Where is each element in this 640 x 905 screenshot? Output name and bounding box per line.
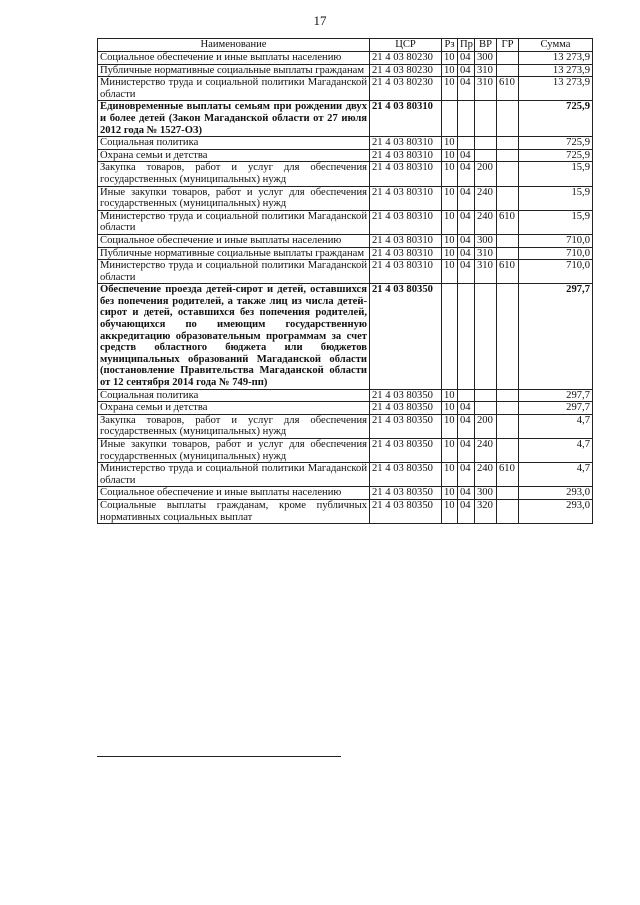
cell-sum: 725,9 xyxy=(519,101,593,137)
cell-gr xyxy=(497,137,519,150)
cell-vr xyxy=(475,389,497,402)
cell-name: Министерство труда и социальной политики Магаданской области xyxy=(98,463,370,487)
cell-pr xyxy=(458,137,475,150)
cell-rz: 10 xyxy=(442,247,458,260)
cell-vr: 200 xyxy=(475,414,497,438)
cell-pr: 04 xyxy=(458,487,475,500)
cell-sum: 4,7 xyxy=(519,463,593,487)
cell-csr: 21 4 03 80230 xyxy=(370,77,442,101)
cell-gr xyxy=(497,247,519,260)
cell-name: Публичные нормативные социальные выплаты гражданам xyxy=(98,247,370,260)
cell-vr: 310 xyxy=(475,64,497,77)
header-pr: Пр xyxy=(458,39,475,52)
cell-csr: 21 4 03 80310 xyxy=(370,101,442,137)
cell-pr: 04 xyxy=(458,414,475,438)
cell-csr: 21 4 03 80350 xyxy=(370,439,442,463)
cell-rz: 10 xyxy=(442,487,458,500)
cell-csr: 21 4 03 80350 xyxy=(370,499,442,523)
cell-name: Социальное обеспечение и иные выплаты населению xyxy=(98,487,370,500)
cell-csr: 21 4 03 80230 xyxy=(370,64,442,77)
cell-gr xyxy=(497,186,519,210)
cell-gr xyxy=(497,52,519,65)
cell-sum: 293,0 xyxy=(519,499,593,523)
cell-rz: 10 xyxy=(442,186,458,210)
cell-name: Закупка товаров, работ и услуг для обеспечения государственных (муниципальных) нужд xyxy=(98,414,370,438)
cell-vr: 240 xyxy=(475,210,497,234)
cell-gr xyxy=(497,487,519,500)
table-row xyxy=(98,463,593,487)
cell-gr xyxy=(497,439,519,463)
table-row xyxy=(98,414,593,438)
cell-gr: 610 xyxy=(497,210,519,234)
cell-vr: 200 xyxy=(475,162,497,186)
cell-rz: 10 xyxy=(442,64,458,77)
cell-rz: 10 xyxy=(442,463,458,487)
cell-csr: 21 4 03 80310 xyxy=(370,186,442,210)
cell-gr xyxy=(497,162,519,186)
cell-vr xyxy=(475,402,497,415)
header-vr: ВР xyxy=(475,39,497,52)
cell-pr: 04 xyxy=(458,149,475,162)
header-rz: Рз xyxy=(442,39,458,52)
cell-sum: 297,7 xyxy=(519,284,593,389)
cell-rz: 10 xyxy=(442,439,458,463)
cell-gr xyxy=(497,101,519,137)
cell-pr: 04 xyxy=(458,499,475,523)
cell-vr: 320 xyxy=(475,499,497,523)
cell-sum: 15,9 xyxy=(519,162,593,186)
cell-pr: 04 xyxy=(458,210,475,234)
table-row xyxy=(98,77,593,101)
header-row xyxy=(98,39,593,52)
cell-csr: 21 4 03 80310 xyxy=(370,137,442,150)
cell-gr xyxy=(497,234,519,247)
cell-rz: 10 xyxy=(442,234,458,247)
cell-gr xyxy=(497,64,519,77)
cell-sum: 297,7 xyxy=(519,402,593,415)
table-row xyxy=(98,402,593,415)
cell-pr xyxy=(458,284,475,389)
cell-sum: 725,9 xyxy=(519,137,593,150)
cell-rz: 10 xyxy=(442,210,458,234)
cell-name: Иные закупки товаров, работ и услуг для обеспечения государственных (муниципальных) нужд xyxy=(98,439,370,463)
cell-csr: 21 4 03 80350 xyxy=(370,402,442,415)
cell-csr: 21 4 03 80350 xyxy=(370,389,442,402)
cell-vr xyxy=(475,284,497,389)
cell-pr: 04 xyxy=(458,186,475,210)
cell-gr: 610 xyxy=(497,260,519,284)
cell-pr: 04 xyxy=(458,52,475,65)
cell-vr: 240 xyxy=(475,463,497,487)
budget-table xyxy=(97,38,593,524)
cell-pr: 04 xyxy=(458,162,475,186)
header-gr: ГР xyxy=(497,39,519,52)
table-row xyxy=(98,260,593,284)
cell-vr xyxy=(475,149,497,162)
header-sum: Сумма xyxy=(519,39,593,52)
cell-sum: 293,0 xyxy=(519,487,593,500)
cell-csr: 21 4 03 80350 xyxy=(370,284,442,389)
cell-pr: 04 xyxy=(458,402,475,415)
cell-rz xyxy=(442,101,458,137)
cell-pr xyxy=(458,389,475,402)
table-row xyxy=(98,439,593,463)
page-number: 17 xyxy=(313,13,327,28)
cell-csr: 21 4 03 80310 xyxy=(370,260,442,284)
cell-sum: 710,0 xyxy=(519,234,593,247)
cell-name: Министерство труда и социальной политики Магаданской области xyxy=(98,210,370,234)
cell-sum: 297,7 xyxy=(519,389,593,402)
cell-sum: 15,9 xyxy=(519,210,593,234)
cell-name: Министерство труда и социальной политики Магаданской области xyxy=(98,260,370,284)
cell-pr: 04 xyxy=(458,77,475,101)
cell-pr: 04 xyxy=(458,439,475,463)
table-row xyxy=(98,64,593,77)
cell-vr: 240 xyxy=(475,186,497,210)
cell-name: Публичные нормативные социальные выплаты гражданам xyxy=(98,64,370,77)
cell-name: Социальная политика xyxy=(98,137,370,150)
table-row xyxy=(98,149,593,162)
cell-vr: 300 xyxy=(475,52,497,65)
cell-rz xyxy=(442,284,458,389)
cell-csr: 21 4 03 80350 xyxy=(370,414,442,438)
cell-sum: 4,7 xyxy=(519,439,593,463)
cell-rz: 10 xyxy=(442,499,458,523)
cell-pr: 04 xyxy=(458,234,475,247)
cell-csr: 21 4 03 80310 xyxy=(370,162,442,186)
table-row xyxy=(98,234,593,247)
cell-csr: 21 4 03 80350 xyxy=(370,463,442,487)
cell-name: Иные закупки товаров, работ и услуг для обеспечения государственных (муниципальных) нужд xyxy=(98,186,370,210)
cell-sum: 710,0 xyxy=(519,260,593,284)
table-row xyxy=(98,162,593,186)
cell-name: Социальное обеспечение и иные выплаты населению xyxy=(98,234,370,247)
cell-gr xyxy=(497,389,519,402)
cell-gr: 610 xyxy=(497,77,519,101)
cell-gr xyxy=(497,499,519,523)
table-row xyxy=(98,389,593,402)
cell-sum: 13 273,9 xyxy=(519,52,593,65)
cell-vr xyxy=(475,101,497,137)
cell-rz: 10 xyxy=(442,77,458,101)
cell-gr xyxy=(497,402,519,415)
cell-csr: 21 4 03 80310 xyxy=(370,234,442,247)
cell-name: Охрана семьи и детства xyxy=(98,149,370,162)
cell-gr: 610 xyxy=(497,463,519,487)
cell-vr: 300 xyxy=(475,487,497,500)
cell-csr: 21 4 03 80310 xyxy=(370,210,442,234)
cell-vr: 300 xyxy=(475,234,497,247)
cell-pr: 04 xyxy=(458,463,475,487)
cell-csr: 21 4 03 80230 xyxy=(370,52,442,65)
cell-gr xyxy=(497,414,519,438)
table-row xyxy=(98,247,593,260)
table-row xyxy=(98,499,593,523)
cell-gr xyxy=(497,149,519,162)
table-row xyxy=(98,101,593,137)
cell-name: Единовременные выплаты семьям при рождении двух и более детей (Закон Магаданской области от 27 июля 2012 года № 1527-ОЗ) xyxy=(98,101,370,137)
table-row xyxy=(98,210,593,234)
cell-pr xyxy=(458,101,475,137)
cell-csr: 21 4 03 80350 xyxy=(370,487,442,500)
cell-pr: 04 xyxy=(458,247,475,260)
header-csr: ЦСР xyxy=(370,39,442,52)
cell-sum: 4,7 xyxy=(519,414,593,438)
cell-vr: 310 xyxy=(475,77,497,101)
cell-name: Социальные выплаты гражданам, кроме публичных нормативных социальных выплат xyxy=(98,499,370,523)
cell-sum: 725,9 xyxy=(519,149,593,162)
cell-rz: 10 xyxy=(442,389,458,402)
cell-sum: 710,0 xyxy=(519,247,593,260)
cell-name: Охрана семьи и детства xyxy=(98,402,370,415)
cell-vr: 310 xyxy=(475,260,497,284)
cell-name: Закупка товаров, работ и услуг для обеспечения государственных (муниципальных) нужд xyxy=(98,162,370,186)
table-row xyxy=(98,137,593,150)
cell-name: Социальная политика xyxy=(98,389,370,402)
table-row xyxy=(98,52,593,65)
table-row xyxy=(98,487,593,500)
cell-rz: 10 xyxy=(442,260,458,284)
cell-csr: 21 4 03 80310 xyxy=(370,149,442,162)
cell-name: Социальное обеспечение и иные выплаты населению xyxy=(98,52,370,65)
cell-rz: 10 xyxy=(442,137,458,150)
table-row xyxy=(98,186,593,210)
cell-name: Обеспечение проезда детей-сирот и детей, оставшихся без попечения родителей, а также лиц из числа детей-сирот и детей, оставшихся без попечения родителей, обучающихся по имеющим государственную аккредитацию образовательным программам за счет средств областного бюджета или бюджетов муниципальных образований Магаданской области (постановление Правительства Магаданской области от 12 сентября 2014 года № 749-пп) xyxy=(98,284,370,389)
cell-rz: 10 xyxy=(442,414,458,438)
cell-vr: 310 xyxy=(475,247,497,260)
cell-pr: 04 xyxy=(458,64,475,77)
cell-sum: 13 273,9 xyxy=(519,77,593,101)
cell-sum: 13 273,9 xyxy=(519,64,593,77)
cell-name: Министерство труда и социальной политики Магаданской области xyxy=(98,77,370,101)
cell-vr: 240 xyxy=(475,439,497,463)
cell-rz: 10 xyxy=(442,149,458,162)
cell-rz: 10 xyxy=(442,162,458,186)
cell-csr: 21 4 03 80310 xyxy=(370,247,442,260)
cell-vr xyxy=(475,137,497,150)
cell-rz: 10 xyxy=(442,402,458,415)
header-name: Наименование xyxy=(98,39,370,52)
cell-sum: 15,9 xyxy=(519,186,593,210)
footnote-divider xyxy=(97,756,341,757)
table-row xyxy=(98,284,593,389)
cell-pr: 04 xyxy=(458,260,475,284)
cell-rz: 10 xyxy=(442,52,458,65)
cell-gr xyxy=(497,284,519,389)
